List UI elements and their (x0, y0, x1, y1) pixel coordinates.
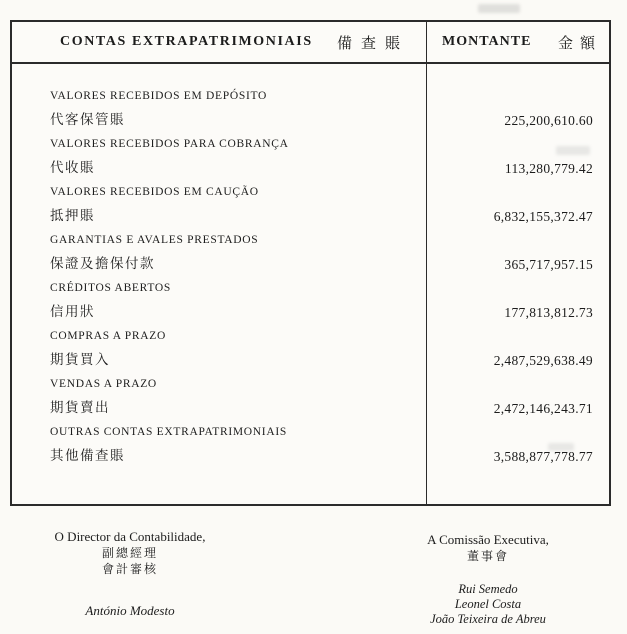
header-accounts-pt: CONTAS EXTRAPATRIMONIAIS (60, 34, 313, 49)
signature-name: Leonel Costa (454, 597, 522, 611)
table-row (12, 278, 609, 326)
account-amount: 113,280,779.42 (504, 161, 593, 176)
account-name-pt: VALORES RECEBIDOS EM CAUÇÃO (50, 186, 259, 198)
account-amount: 2,487,529,638.49 (493, 353, 593, 368)
account-name-pt: OUTRAS CONTAS EXTRAPATRIMONIAIS (50, 426, 287, 438)
table-row (12, 230, 609, 278)
table-row (12, 374, 609, 422)
signature-name: António Modesto (85, 603, 175, 618)
account-name-pt: COMPRAS A PRAZO (50, 330, 166, 342)
header-amount-cell (426, 22, 609, 62)
account-name-pt: VALORES RECEBIDOS PARA COBRANÇA (50, 138, 289, 150)
account-amount: 177,813,812.73 (504, 305, 593, 320)
account-name-pt: GARANTIAS E AVALES PRESTADOS (50, 234, 259, 246)
signature-title-zh: 副總經理 (101, 546, 158, 560)
table-row (12, 422, 609, 470)
signature-title-zh: 會計審核 (101, 562, 158, 576)
scan-artifact (478, 4, 520, 13)
account-name-zh: 抵押賬 (50, 208, 95, 223)
table-row (12, 182, 609, 230)
header-accounts-zh: 備查賬 (336, 35, 409, 52)
account-name-zh: 信用狀 (50, 304, 95, 319)
signature-title-pt: A Comissão Executiva, (427, 532, 549, 547)
account-amount: 6,832,155,372.47 (493, 209, 593, 224)
account-name-zh: 保證及擔保付款 (50, 256, 155, 271)
account-amount: 2,472,146,243.71 (493, 401, 593, 416)
table-row (12, 326, 609, 374)
table-body (12, 64, 609, 470)
account-name-zh: 代收賬 (50, 160, 95, 175)
account-name-zh: 其他備查賬 (50, 448, 125, 463)
account-name-pt: VENDAS A PRAZO (50, 378, 157, 390)
account-name-zh: 代客保管賬 (50, 112, 125, 127)
account-amount: 225,200,610.60 (504, 113, 593, 128)
header-amount-pt: MONTANTE (442, 34, 532, 49)
account-amount: 365,717,957.15 (504, 257, 593, 272)
signature-name: Rui Semedo (458, 582, 518, 596)
signature-name-list (392, 582, 584, 627)
account-name-zh: 期貨買入 (50, 352, 110, 367)
account-name-pt: VALORES RECEBIDOS EM DEPÓSITO (50, 90, 267, 102)
signature-block-executive-committee (392, 531, 584, 627)
table-row (12, 134, 609, 182)
header-accounts-cell (12, 22, 426, 62)
table-header-row (12, 22, 609, 64)
account-name-pt: CRÉDITOS ABERTOS (50, 282, 171, 294)
signature-block-accounting-director (42, 528, 218, 619)
extrapatrimonial-accounts-table (10, 20, 611, 506)
table-row (12, 86, 609, 134)
signature-title-pt: O Director da Contabilidade, (54, 529, 206, 544)
header-amount-zh: 金額 (557, 35, 602, 52)
account-amount: 3,588,877,778.77 (493, 449, 593, 464)
signature-title-zh: 董事會 (466, 549, 509, 563)
account-name-zh: 期貨賣出 (50, 400, 110, 415)
signature-name: João Teixeira de Abreu (430, 612, 546, 626)
